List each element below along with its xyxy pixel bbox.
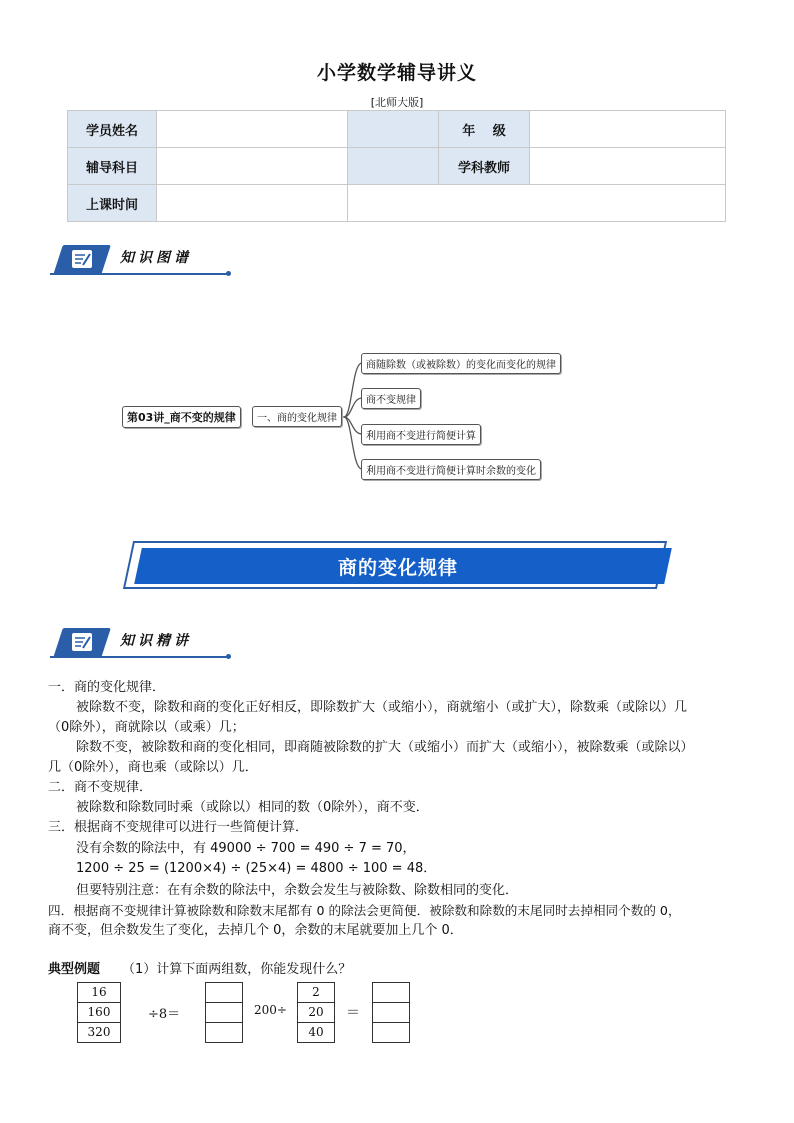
answer-box[interactable]: [205, 1023, 243, 1043]
notepad-pencil-icon: [72, 633, 92, 651]
section-underline: [50, 656, 228, 658]
paragraph-line: 被除数不变，除数和商的变化正好相反，即除数扩大（或缩小），商就缩小（或扩大），除数乘（或除以）几: [76, 700, 688, 715]
subject-label: 辅导科目: [68, 148, 157, 185]
formula-line: 1200 ÷ 25 = (1200×4) ÷ (25×4) = 4800 ÷ 100 = 48．: [76, 861, 437, 876]
section-title-knowledge-map: 知识图谱: [120, 250, 192, 266]
group2-equals: ＝: [346, 1005, 360, 1021]
heading-4: 四．根据商不变规律计算被除数和除数末尾都有 0 的除法会更简便．被除数和除数的末尾同时去掉相同个数的 0，: [48, 903, 681, 918]
paragraph-line: 几（0除外），商也乘（或除以）几．: [48, 760, 258, 775]
subject-field[interactable]: [157, 148, 348, 185]
grade-label: 年 级: [439, 111, 530, 148]
section-header-knowledge-map: [50, 243, 240, 279]
section-header-knowledge-detail: [50, 626, 240, 662]
answer-box[interactable]: [372, 1003, 410, 1023]
group2-column: [297, 982, 335, 1043]
edition-label: [北师大版]: [370, 96, 424, 109]
mindmap-leaf: 利用商不变进行简便计算: [361, 424, 481, 445]
section-title-knowledge-detail: 知识精讲: [120, 633, 192, 649]
example-label: 典型例题: [48, 962, 101, 977]
notepad-pencil-icon: [72, 250, 92, 268]
group1-value: 160: [77, 1003, 121, 1023]
class-time-label: 上课时间: [68, 185, 157, 222]
paragraph-line: 但要特别注意：在有余数的除法中，余数会发生与被除数、除数相同的变化．: [76, 883, 519, 898]
paragraph-line: 被除数和除数同时乘（或除以）相同的数（0除外），商不变．: [76, 800, 429, 815]
group1-value: 320: [77, 1023, 121, 1043]
paragraph-line: 商不变，但余数发生了变化，去掉几个 0，余数的末尾就要加上几个 0．: [48, 923, 463, 938]
student-name-field[interactable]: [157, 111, 348, 148]
group2-answers: [372, 982, 410, 1043]
section-underline: [50, 273, 228, 275]
teacher-field[interactable]: [530, 148, 726, 185]
mindmap-leaf: 利用商不变进行简便计算时余数的变化: [361, 459, 541, 480]
page-title: 小学数学辅导讲义: [316, 62, 477, 84]
group2-value: 40: [297, 1023, 335, 1043]
teacher-label: 学科教师: [439, 148, 530, 185]
answer-box[interactable]: [205, 982, 243, 1003]
subject-cell-shaded: [348, 148, 439, 185]
student-info-table: [67, 110, 726, 222]
heading-3: 三．根据商不变规律可以进行一些简便计算．: [48, 820, 309, 835]
group1-column: [77, 982, 121, 1043]
student-name-cell-shaded: [348, 111, 439, 148]
answer-box[interactable]: [205, 1003, 243, 1023]
paragraph-line: 没有余数的除法中，有 49000 ÷ 700 = 490 ÷ 7 = 70，: [76, 841, 416, 856]
group2-value: 20: [297, 1003, 335, 1023]
section-underline-dot: [226, 271, 231, 276]
heading-2: 二．商不变规律．: [48, 780, 153, 795]
banner-title: 商的变化规律: [337, 557, 458, 579]
answer-box[interactable]: [372, 1023, 410, 1043]
section-underline-dot: [226, 654, 231, 659]
class-time-field[interactable]: [157, 185, 348, 222]
paragraph-line: （0除外），商就除以（或乘）几；: [48, 720, 245, 735]
answer-box[interactable]: [372, 982, 410, 1003]
group1-operator: ÷8＝: [148, 1007, 181, 1022]
mindmap-branch: 一、商的变化规律: [252, 406, 342, 427]
group1-value: 16: [77, 982, 121, 1003]
mindmap-root: 第03讲_商不变的规律: [122, 406, 241, 428]
heading-1: 一．商的变化规律．: [48, 680, 166, 695]
mindmap-leaf: 商随除数（或被除数）的变化而变化的规律: [361, 353, 561, 374]
mindmap-leaf: 商不变规律: [361, 388, 421, 409]
grade-field[interactable]: [530, 111, 726, 148]
student-name-label: 学员姓名: [68, 111, 157, 148]
group2-prefix: 200÷: [254, 1003, 287, 1017]
class-time-extra-field[interactable]: [348, 185, 726, 222]
example-question: （1）计算下面两组数，你能发现什么？: [122, 962, 352, 977]
paragraph-line: 除数不变，被除数和商的变化相同，即商随被除数的扩大（或缩小）而扩大（或缩小），被除数乘（或除以）: [76, 740, 694, 755]
group2-value: 2: [297, 982, 335, 1003]
group1-answers: [205, 982, 243, 1043]
